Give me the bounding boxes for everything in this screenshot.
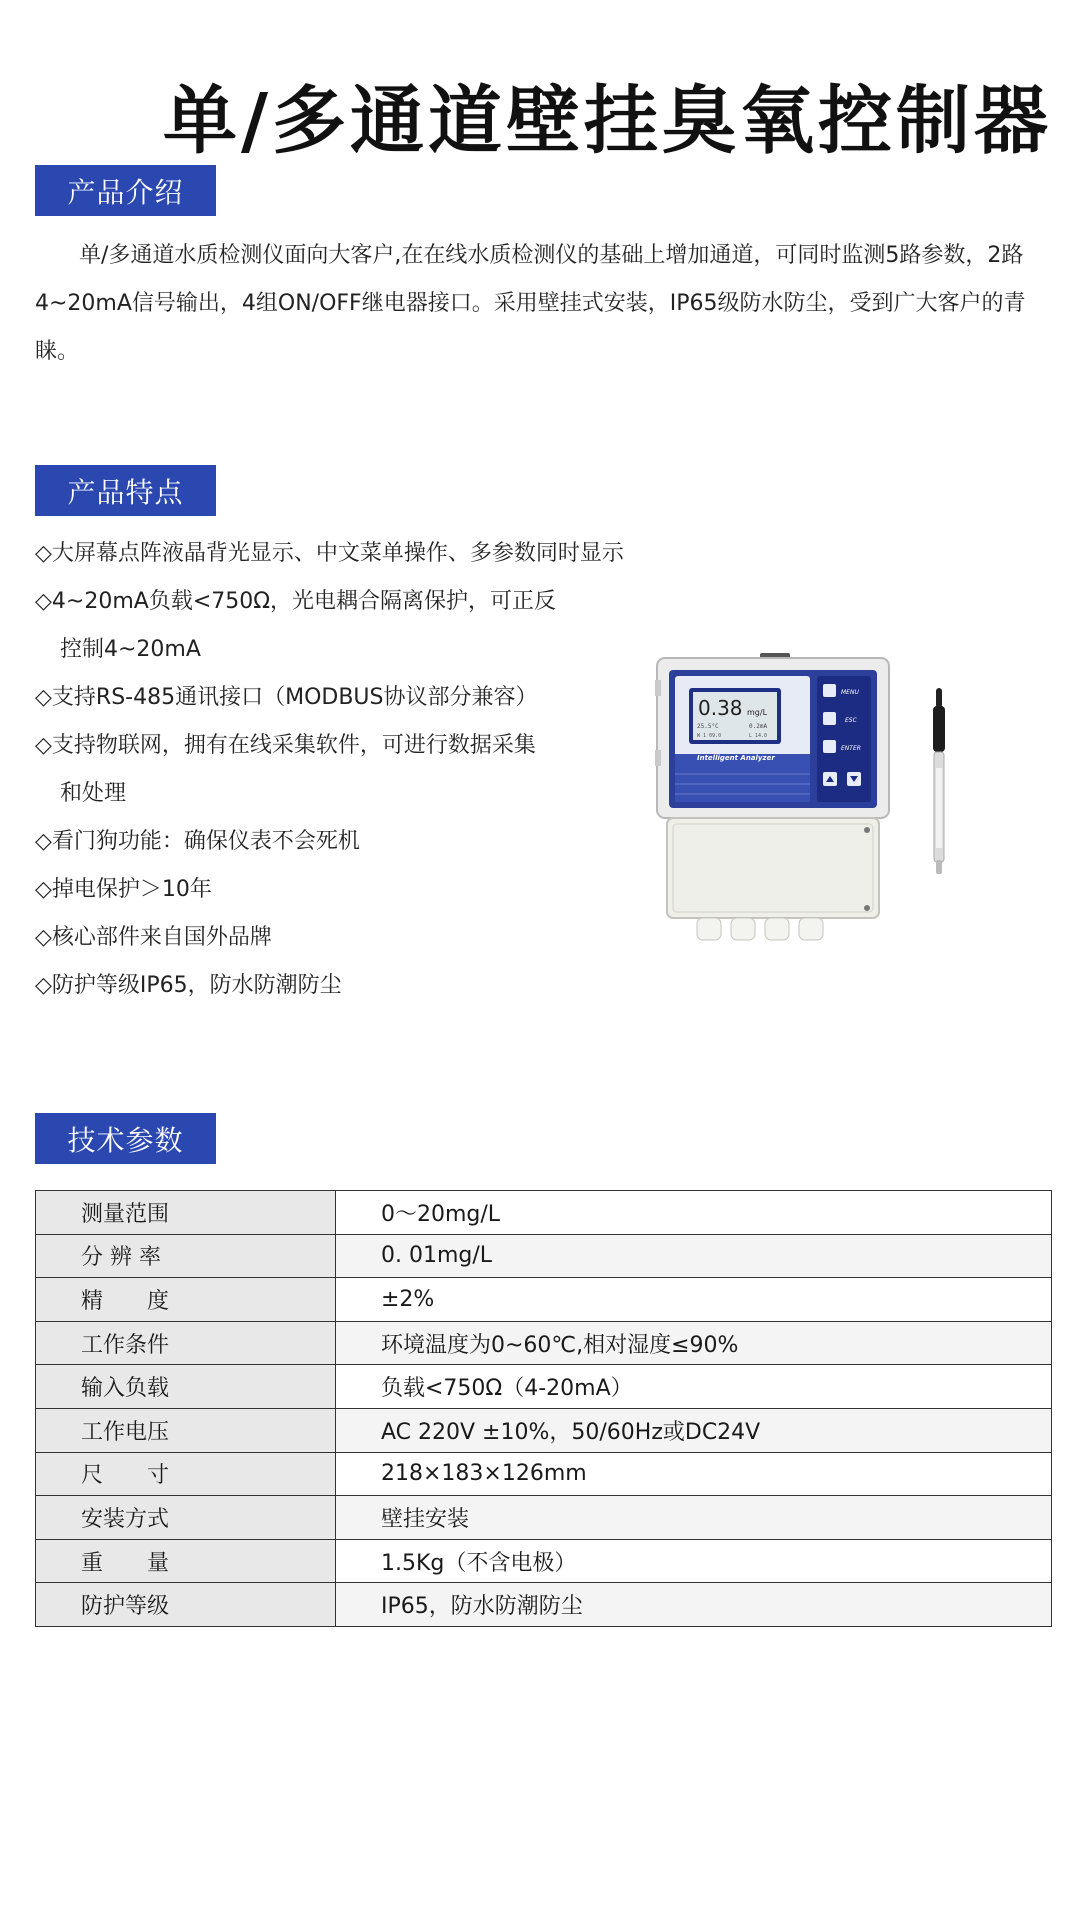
features-list xyxy=(35,530,655,1010)
spec-key: 分 辨 率 xyxy=(36,1234,336,1278)
table-row xyxy=(36,1539,1052,1583)
spec-key: 安装方式 xyxy=(36,1496,336,1540)
page-title: 单/多通道壁挂臭氧控制器 xyxy=(162,78,1052,164)
spec-value: ±2% xyxy=(336,1278,1052,1322)
spec-value: 壁挂安装 xyxy=(336,1496,1052,1540)
lcd-sub-left-1: 25.5°C xyxy=(697,723,719,730)
feature-item: ◇看门狗功能：确保仪表不会死机 xyxy=(35,829,360,854)
feature-item: ◇核心部件来自国外品牌 xyxy=(35,925,272,950)
table-row xyxy=(36,1278,1052,1322)
lcd-sub-right-2: L 14.0 xyxy=(749,733,768,739)
spec-key: 测量范围 xyxy=(36,1191,336,1235)
electrode-probe-image xyxy=(925,688,955,878)
controller-device-image xyxy=(655,650,895,950)
feature-item-continuation: 控制4~20mA xyxy=(60,637,201,662)
table-row xyxy=(36,1583,1052,1627)
table-row xyxy=(36,1234,1052,1278)
spec-key: 尺 寸 xyxy=(36,1452,336,1496)
spec-value: 负载<750Ω（4-20mA） xyxy=(336,1365,1052,1409)
spec-key: 输入负载 xyxy=(36,1365,336,1409)
enter-key-label: ENTER xyxy=(841,745,861,752)
spec-value: IP65，防水防潮防尘 xyxy=(336,1583,1052,1627)
feature-item: ◇支持物联网，拥有在线采集软件，可进行数据采集 xyxy=(35,733,536,758)
esc-key-label: ESC xyxy=(845,717,857,724)
table-row xyxy=(36,1496,1052,1540)
section-tag-intro: 产品介绍 xyxy=(35,165,216,216)
back-icon xyxy=(823,712,836,725)
home-icon xyxy=(823,684,836,697)
spec-key: 工作条件 xyxy=(36,1321,336,1365)
section-tag-features: 产品特点 xyxy=(35,465,216,516)
spec-value: 218×183×126mm xyxy=(336,1452,1052,1496)
lcd-reading: 0.38 xyxy=(698,696,743,720)
feature-item: ◇大屏幕点阵液晶背光显示、中文菜单操作、多参数同时显示 xyxy=(35,541,624,566)
table-row xyxy=(36,1191,1052,1235)
spec-key: 防护等级 xyxy=(36,1583,336,1627)
feature-item: ◇防护等级IP65，防水防潮防尘 xyxy=(35,973,342,998)
spec-key: 重 量 xyxy=(36,1539,336,1583)
table-row xyxy=(36,1408,1052,1452)
spec-value: 环境温度为0~60℃,相对湿度≤90% xyxy=(336,1321,1052,1365)
check-icon xyxy=(823,740,836,753)
table-row xyxy=(36,1452,1052,1496)
lcd-sub-left-2: W 1 09.0 xyxy=(697,733,722,739)
section-tag-specs: 技术参数 xyxy=(35,1113,216,1164)
intro-text: 单/多通道水质检测仪面向大客户,在在线水质检测仪的基础上增加通道，可同时监测5路参数，2路4~20mA信号输出，4组ON/OFF继电器接口。采用壁挂式安装，IP65级防水防尘，受到广大客户的青睐。 xyxy=(35,243,1026,364)
feature-item: ◇4~20mA负载<750Ω，光电耦合隔离保护，可正反 xyxy=(35,589,557,614)
spec-value: AC 220V ±10%，50/60Hz或DC24V xyxy=(336,1408,1052,1452)
spec-value: 0. 01mg/L xyxy=(336,1234,1052,1278)
feature-item-continuation: 和处理 xyxy=(60,781,127,806)
table-row xyxy=(36,1365,1052,1409)
spec-table xyxy=(35,1190,1052,1627)
menu-key-label: MENU xyxy=(841,689,859,696)
feature-item: ◇支持RS-485通讯接口（MODBUS协议部分兼容） xyxy=(35,685,538,710)
spec-key: 工作电压 xyxy=(36,1408,336,1452)
table-row xyxy=(36,1321,1052,1365)
lcd-unit: mg/L xyxy=(747,708,768,717)
device-brand-label: Intelligent Analyzer xyxy=(697,754,775,762)
lcd-sub-right-1: 0.2mA xyxy=(749,723,768,730)
feature-item: ◇掉电保护＞10年 xyxy=(35,877,212,902)
spec-key: 精 度 xyxy=(36,1278,336,1322)
spec-value: 1.5Kg（不含电极） xyxy=(336,1539,1052,1583)
spec-value: 0～20mg/L xyxy=(336,1191,1052,1235)
